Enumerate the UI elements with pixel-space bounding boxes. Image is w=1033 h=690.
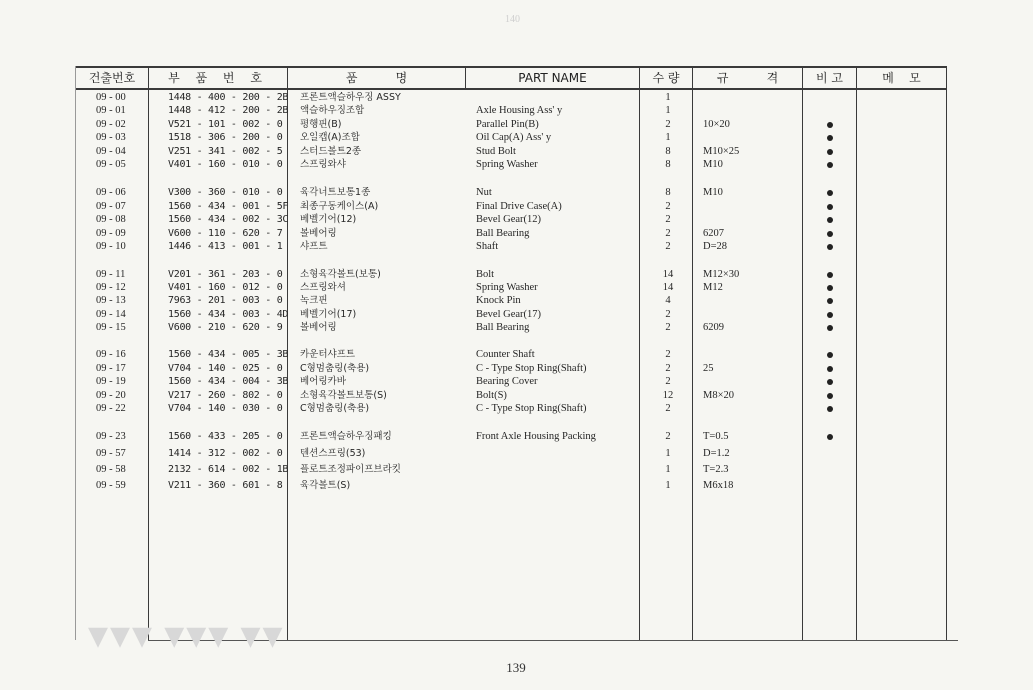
korean-name: 소형육각볼트(보통) <box>300 269 381 280</box>
korean-name: 스터드볼트2종 <box>300 146 362 157</box>
korean-name: 볼베어링 <box>300 322 337 333</box>
part-code: 09 - 01 <box>96 105 126 116</box>
part-name: C - Type Stop Ring(Shaft) <box>476 363 587 374</box>
part-number: V211 - 360 - 601 - 8 <box>168 480 283 491</box>
col-divider-7 <box>856 66 857 640</box>
note-dot-icon <box>827 393 833 399</box>
korean-name: 플로트조정파이프브라킷 <box>300 464 401 475</box>
col-divider-1 <box>148 66 149 640</box>
part-number: 1446 - 413 - 001 - 1 <box>168 241 283 252</box>
part-number: V600 - 110 - 620 - 7 <box>168 228 283 239</box>
spec: 25 <box>703 363 714 374</box>
note-dot-icon <box>827 162 833 168</box>
part-code: 09 - 19 <box>96 376 126 387</box>
part-code: 09 - 08 <box>96 214 126 225</box>
quantity: 1 <box>665 92 671 103</box>
quantity: 14 <box>662 269 674 280</box>
part-name: Counter Shaft <box>476 349 535 360</box>
part-code: 09 - 11 <box>96 269 126 280</box>
spec: T=0.5 <box>703 431 729 442</box>
part-code: 09 - 14 <box>96 309 126 320</box>
quantity: 8 <box>665 187 671 198</box>
header-bottom-rule <box>75 88 946 90</box>
part-code: 09 - 05 <box>96 159 126 170</box>
note-dot-icon <box>827 406 833 412</box>
part-name: Nut <box>476 187 492 198</box>
part-name: Bearing Cover <box>476 376 538 387</box>
part-code: 09 - 59 <box>96 480 126 491</box>
part-code: 09 - 12 <box>96 282 126 293</box>
note-dot-icon <box>827 325 833 331</box>
part-number: V401 - 160 - 012 - 0 <box>168 282 283 293</box>
korean-name: 베벨기어(12) <box>300 214 357 225</box>
table-left-edge <box>75 66 76 640</box>
korean-name: C형멈춤링(축용) <box>300 403 370 414</box>
quantity: 2 <box>665 309 671 320</box>
part-number: V217 - 260 - 802 - 0 <box>168 390 283 401</box>
korean-name: 베벨기어(17) <box>300 309 357 320</box>
note-dot-icon <box>827 135 833 141</box>
header-code: 건출번호 <box>88 71 136 85</box>
part-name: Final Drive Case(A) <box>476 201 562 212</box>
note-dot-icon <box>827 285 833 291</box>
part-number: V201 - 361 - 203 - 0 <box>168 269 283 280</box>
korean-name: 육각너트보통1종 <box>300 187 371 198</box>
spec: M10×25 <box>703 146 740 157</box>
header-quantity: 수 량 <box>652 71 680 85</box>
korean-name: 최종구동케이스(A) <box>300 201 379 212</box>
quantity: 2 <box>665 363 671 374</box>
header-memo: 메 모 <box>882 71 921 85</box>
part-number: 2132 - 614 - 002 - 1B <box>168 464 289 475</box>
korean-name: 베어링카바 <box>300 376 346 387</box>
part-number: 1448 - 400 - 200 - 2B <box>168 92 289 103</box>
korean-name: 프론트액슬하우징 ASSY <box>300 92 401 103</box>
part-name: Parallel Pin(B) <box>476 119 539 130</box>
quantity: 1 <box>665 448 671 459</box>
part-name: C - Type Stop Ring(Shaft) <box>476 403 587 414</box>
note-dot-icon <box>827 352 833 358</box>
quantity: 2 <box>665 376 671 387</box>
quantity: 12 <box>662 390 674 401</box>
part-number: V401 - 160 - 010 - 0 <box>168 159 283 170</box>
korean-name: 소형육각볼트보통(S) <box>300 390 387 401</box>
note-dot-icon <box>827 231 833 237</box>
part-name: Bolt(S) <box>476 390 507 401</box>
korean-name: 샤프트 <box>300 241 328 252</box>
part-code: 09 - 16 <box>96 349 126 360</box>
korean-name: 카운터샤프트 <box>300 349 356 360</box>
spec: M12×30 <box>703 269 740 280</box>
korean-name: 평행핀(B) <box>300 119 342 130</box>
quantity: 2 <box>665 201 671 212</box>
spec: 6209 <box>703 322 724 333</box>
top-page-mark: 140 <box>505 14 520 25</box>
spec: M10 <box>703 187 723 198</box>
note-dot-icon <box>827 204 833 210</box>
quantity: 4 <box>665 295 671 306</box>
page-number: 139 <box>506 660 526 675</box>
spec: D=28 <box>703 241 728 252</box>
part-number: 1560 - 434 - 003 - 4D <box>168 309 289 320</box>
part-number: 7963 - 201 - 003 - 0 <box>168 295 283 306</box>
col-divider-6 <box>802 66 803 640</box>
note-dot-icon <box>827 312 833 318</box>
part-number: V251 - 341 - 002 - 5 <box>168 146 283 157</box>
header-part-number: 부 품 번 호 <box>168 71 268 85</box>
note-dot-icon <box>827 298 833 304</box>
quantity: 2 <box>665 241 671 252</box>
korean-name: 프론트액슬하우징패킹 <box>300 431 392 442</box>
note-dot-icon <box>827 149 833 155</box>
quantity: 2 <box>665 228 671 239</box>
note-dot-icon <box>827 272 833 278</box>
quantity: 8 <box>665 159 671 170</box>
korean-name: 텐션스프링(53) <box>300 448 366 459</box>
part-code: 09 - 04 <box>96 146 126 157</box>
bleed-through-caption: ▲▲▲ ▲▲▲ ▲▲ <box>88 624 285 654</box>
part-name: Ball Bearing <box>476 228 530 239</box>
spec: M6x18 <box>703 480 734 491</box>
quantity: 2 <box>665 431 671 442</box>
part-code: 09 - 57 <box>96 448 126 459</box>
part-name: Spring Washer <box>476 282 538 293</box>
korean-name: 스프링와셔 <box>300 282 346 293</box>
spec: 6207 <box>703 228 724 239</box>
quantity: 2 <box>665 214 671 225</box>
quantity: 2 <box>665 322 671 333</box>
part-code: 09 - 06 <box>96 187 126 198</box>
korean-name: 오일캡(A)조합 <box>300 132 360 143</box>
quantity: 8 <box>665 146 671 157</box>
note-dot-icon <box>827 122 833 128</box>
note-dot-icon <box>827 366 833 372</box>
part-code: 09 - 07 <box>96 201 126 212</box>
spec: M10 <box>703 159 723 170</box>
part-number: 1414 - 312 - 002 - 0 <box>168 448 283 459</box>
spec: M12 <box>703 282 723 293</box>
part-name: Front Axle Housing Packing <box>476 431 596 442</box>
part-code: 09 - 09 <box>96 228 126 239</box>
note-dot-icon <box>827 244 833 250</box>
header-note: 비 고 <box>816 71 843 85</box>
part-number: V704 - 140 - 030 - 0 <box>168 403 283 414</box>
part-number: 1560 - 433 - 205 - 0 <box>168 431 283 442</box>
korean-name: 육각볼트(S) <box>300 480 351 491</box>
spec: T=2.3 <box>703 464 729 475</box>
part-number: 1560 - 434 - 005 - 3B <box>168 349 289 360</box>
part-code: 09 - 00 <box>96 92 126 103</box>
korean-name: 녹크핀 <box>300 295 328 306</box>
part-name: Bevel Gear(12) <box>476 214 542 225</box>
quantity: 14 <box>662 282 674 293</box>
part-code: 09 - 22 <box>96 403 126 414</box>
quantity: 1 <box>665 464 671 475</box>
quantity: 2 <box>665 403 671 414</box>
part-code: 09 - 15 <box>96 322 126 333</box>
korean-name: 액슬하우징조합 <box>300 105 365 116</box>
header-korean-name: 품 명 <box>345 71 408 85</box>
part-number: V300 - 360 - 010 - 0 <box>168 187 283 198</box>
note-dot-icon <box>827 434 833 440</box>
header-part-name: PART NAME <box>518 71 587 85</box>
note-dot-icon <box>827 217 833 223</box>
part-name: Spring Washer <box>476 159 538 170</box>
part-number: 1448 - 412 - 200 - 2B <box>168 105 289 116</box>
table-right-edge <box>946 66 947 640</box>
spec: 10×20 <box>703 119 730 130</box>
korean-name: 스프링와샤 <box>300 159 346 170</box>
part-number: 1518 - 306 - 200 - 0 <box>168 132 283 143</box>
part-code: 09 - 10 <box>96 241 126 252</box>
note-dot-icon <box>827 379 833 385</box>
part-code: 09 - 23 <box>96 431 126 442</box>
part-number: 1560 - 434 - 002 - 3C <box>168 214 289 225</box>
quantity: 1 <box>665 105 671 116</box>
part-number: 1560 - 434 - 001 - 5F <box>168 201 289 212</box>
quantity: 2 <box>665 349 671 360</box>
note-dot-icon <box>827 190 833 196</box>
part-name: Stud Bolt <box>476 146 516 157</box>
part-name: Knock Pin <box>476 295 521 306</box>
part-name: Axle Housing Ass' y <box>476 105 563 116</box>
part-code: 09 - 17 <box>96 363 126 374</box>
part-code: 09 - 58 <box>96 464 126 475</box>
part-name: Oil Cap(A) Ass' y <box>476 132 552 143</box>
spec: M8×20 <box>703 390 735 401</box>
part-code: 09 - 13 <box>96 295 126 306</box>
spec: D=1.2 <box>703 448 730 459</box>
part-name: Shaft <box>476 241 499 252</box>
quantity: 1 <box>665 480 671 491</box>
part-number: 1560 - 434 - 004 - 3B <box>168 376 289 387</box>
quantity: 1 <box>665 132 671 143</box>
part-code: 09 - 03 <box>96 132 126 143</box>
korean-name: C형멈춤링(축용) <box>300 363 370 374</box>
part-name: Ball Bearing <box>476 322 530 333</box>
col-divider-5 <box>692 66 693 640</box>
part-number: V521 - 101 - 002 - 0 <box>168 119 283 130</box>
header-spec: 규 격 <box>716 71 779 85</box>
part-code: 09 - 20 <box>96 390 126 401</box>
col-divider-4 <box>639 66 640 640</box>
part-name: Bevel Gear(17) <box>476 309 542 320</box>
part-code: 09 - 02 <box>96 119 126 130</box>
part-name: Bolt <box>476 269 495 280</box>
part-number: V600 - 210 - 620 - 9 <box>168 322 283 333</box>
quantity: 2 <box>665 119 671 130</box>
part-number: V704 - 140 - 025 - 0 <box>168 363 283 374</box>
korean-name: 볼베어링 <box>300 228 337 239</box>
